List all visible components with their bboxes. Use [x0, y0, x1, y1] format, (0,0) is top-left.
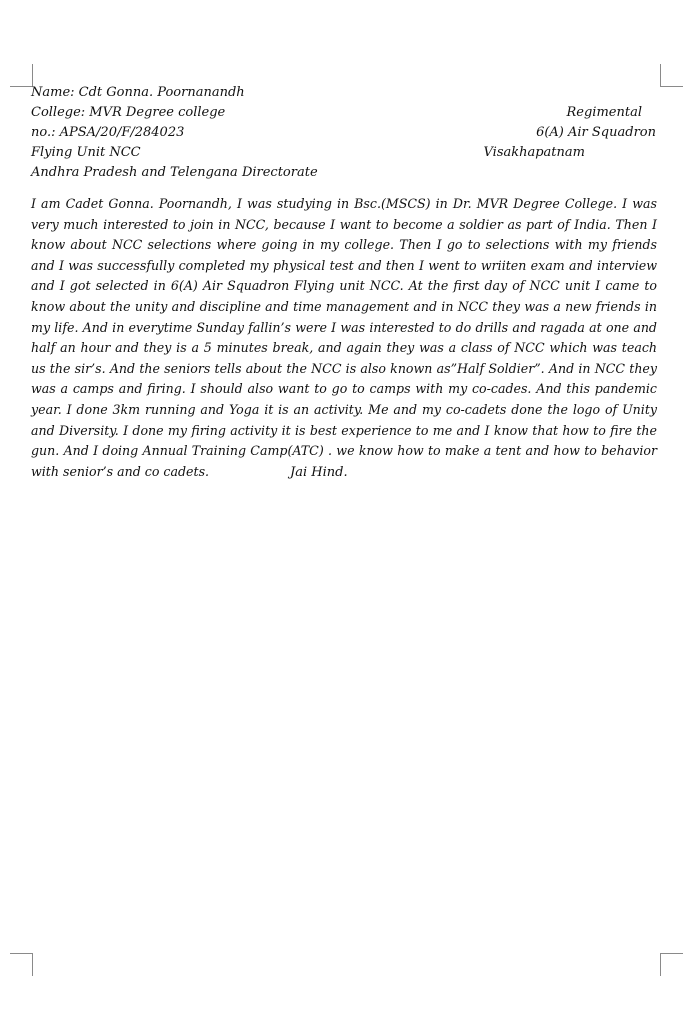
crop-mark-bottom-left: [10, 953, 33, 976]
crop-mark-top-left: [10, 64, 33, 87]
header-line-4: [31, 143, 656, 163]
header-line-1: [31, 83, 656, 103]
cadet-name: Name: Cdt Gonna. Poornanandh: [31, 85, 245, 100]
header-line-5: [31, 163, 656, 183]
header-line-3: [31, 123, 656, 143]
squadron-name: 6(A) Air Squadron: [536, 125, 656, 140]
crop-mark-bottom-right: [660, 953, 683, 976]
crop-mark-top-right: [660, 64, 683, 87]
directorate-name: Andhra Pradesh and Telengana Directorate: [31, 165, 318, 180]
regimental-number: no.: APSA/20/F/284023: [31, 125, 185, 140]
header-line-2: [31, 103, 656, 123]
city-name: Visakhapatnam: [483, 145, 585, 160]
unit-name: Flying Unit NCC: [31, 145, 141, 160]
regimental-label: Regimental: [566, 105, 642, 120]
essay-paragraph: I am Cadet Gonna. Poornandh, I was studying in Bsc.(MSCS) in Dr. MVR Degree College. I was very much interested to join in NCC, because I want to become a soldier as part of India. Then I know about NCC selections where going in my college. Then I go to selections with my friends and I was successfully completed my physical test and then I went to wriiten exam and interview and I got selected in 6(A) Air Squadron Flying unit NCC. At the first day of NCC unit I came to know about the unity and discipline and time management and in NCC they was a new friends in my life. And in everytime Sunday fallin’s were I was interested to do drills and ragada at one and half an hour and they is a 5 minutes break, and again they was a class of NCC which was teach us the sir’s. And the seniors tells about the NCC is also known as”Half Soldier”. And in NCC they was a camps and firing. I should also want to go to camps with my co-cades. And this pandemic year. I done 3km running and Yoga it is an activity. Me and my co-cadets done the logo of Unity and Diversity. I done my firing activity it is best experience to me and I know that how to fire the gun. And I doing Annual Training Camp(ATC) . we know how to make a tent and how to behavior with senior’s and co cadets.: [31, 196, 657, 479]
closing-salutation: Jai Hind.: [290, 465, 348, 480]
college-name: College: MVR Degree college: [31, 105, 226, 120]
